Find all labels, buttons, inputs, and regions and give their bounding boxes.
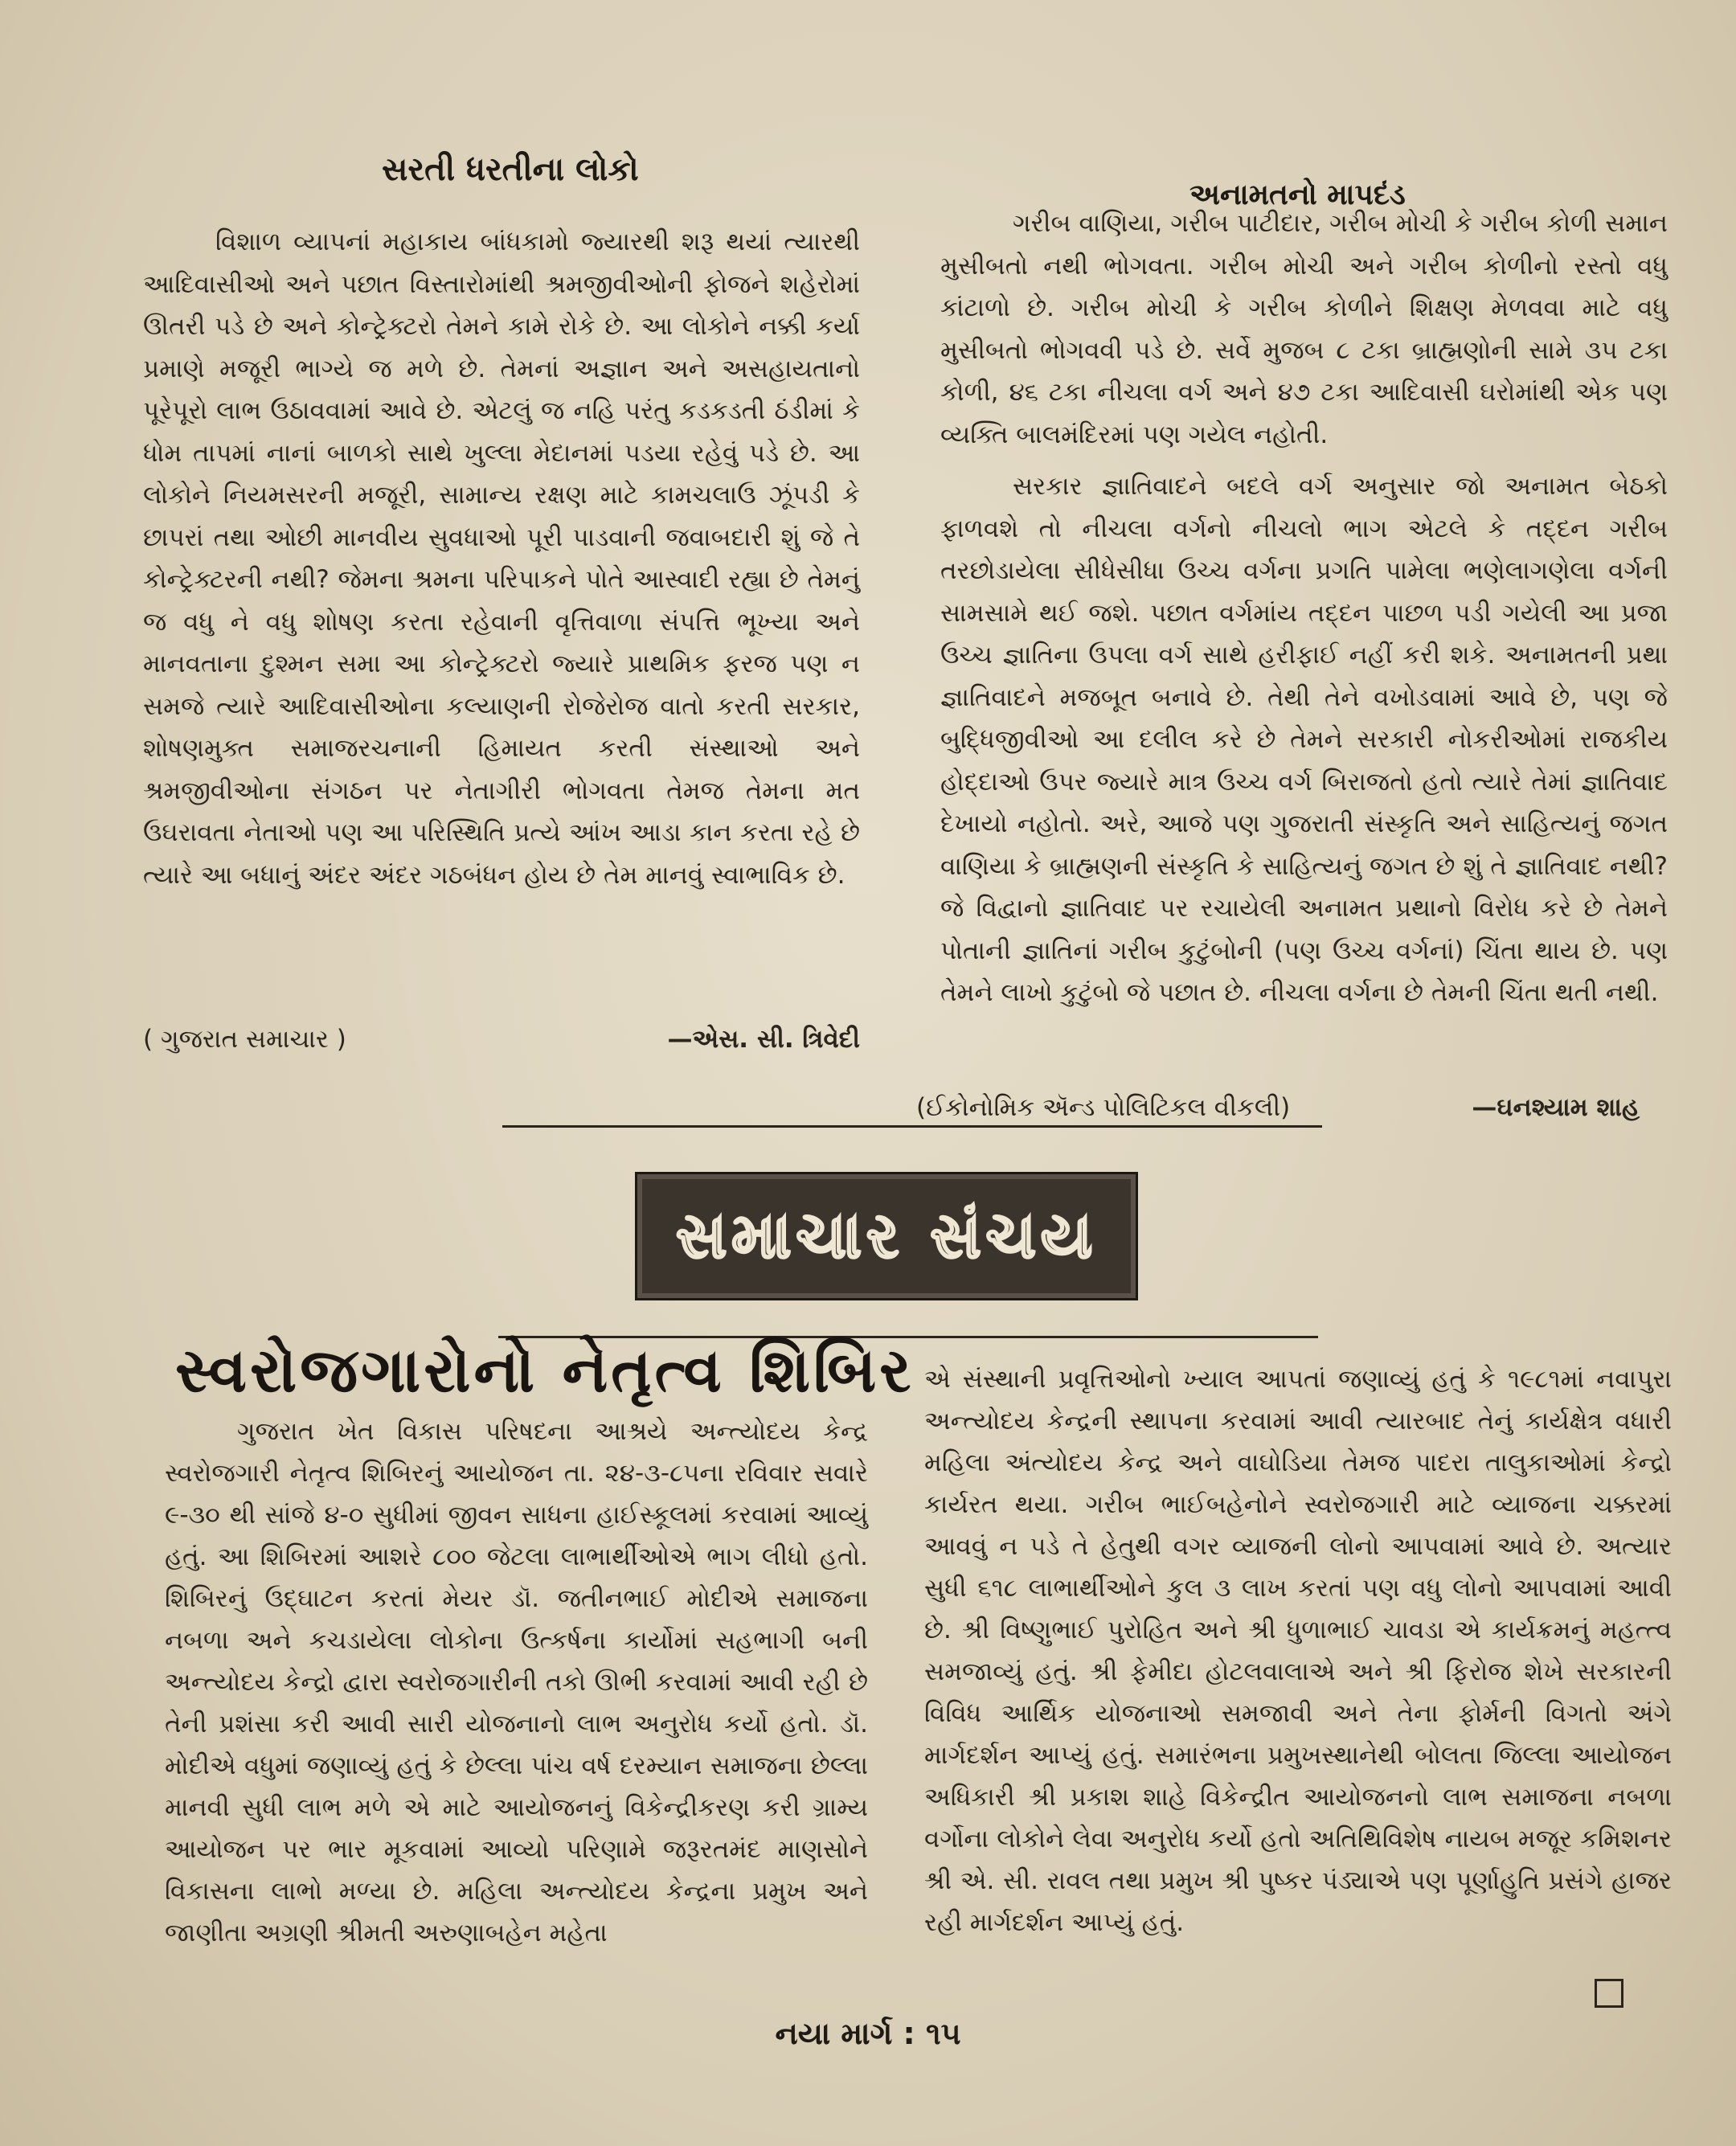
article2-paragraph-1: ગરીબ વાણિયા, ગરીબ પાટીદાર, ગરીબ મોચી કે ગરીબ કોળી સમાન મુસીબતો નથી ભોગવતા. ગરીબ મોચી અને ગરીબ કોળીનો રસ્તો વધુ કાંટાળો છે. ગરીબ મોચી કે ગરીબ કોળીને શિક્ષણ મેળવવા માટે વધુ મુસીબતો ભોગવવી પડે છે. સર્વે મુજબ ૮ ટકા બ્રાહ્મણોની સામે ૩૫ ટકા કોળી, ૪૬ ટકા નીચલા વર્ગ અને ૪૭ ટકા આદિવાસી ઘરોમાંથી એક પણ વ્યક્તિ બાલમંદિરમાં પણ ગયેલ નહોતી. — [940, 209, 1668, 449]
article2-paragraph-2: સરકાર જ્ઞાતિવાદને બદલે વર્ગ અનુસાર જો અનામત બેઠકો ફાળવશે તો નીચલા વર્ગનો નીચલો ભાગ એટલે કે તદ્દન ગરીબ તરછોડાયેલા સીધેસીધા ઉચ્ચ વર્ગના પ્રગતિ પામેલા ભણેલાગણેલા વર્ગની સામસામે થઈ જશે. પછાત વર્ગમાંય તદ્દન પાછળ પડી ગયેલી આ પ્રજા ઉચ્ચ જ્ઞાતિના ઉપલા વર્ગ સાથે હરીફાઈ નહીં કરી શકે. અનામતની પ્રથા જ્ઞાતિવાદને મજબૂત બનાવે છે. તેથી તેને વખોડવામાં આવે છે, પણ જે બુદ્ધિજીવીઓ આ દલીલ કરે છે તેમને સરકારી નોકરીઓમાં રાજકીય હોદ્દાઓ ઉપર જ્યારે માત્ર ઉચ્ચ વર્ગ બિરાજતો હતો ત્યારે તેમાં જ્ઞાતિવાદ દેખાયો નહોતો. અરે, આજે પણ ગુજરાતી સંસ્કૃતિ અને સાહિત્યનું જગત વાણિયા કે બ્રાહ્મણની સંસ્કૃતિ કે સાહિત્યનું જગત છે શું તે જ્ઞાતિવાદ નથી? જે વિદ્વાનો જ્ઞાતિવાદ પર રચાયેલી અનામત પ્રથાનો વિરોધ કરે છે તેમને પોતાની જ્ઞાતિનાં ગરીબ કુટુંબોની (પણ ઉચ્ચ વર્ગનાં) ચિંતા થાય છે. પણ તેમને લાખો કુટુંબો જે પછાત છે. નીચલા વર્ગના છે તેમની ચિંતા થતી નથી. — [940, 472, 1668, 1007]
article2-body-column — [940, 203, 1668, 1014]
article3-title: સ્વરોજગારોનો નેતૃત્વ શિબિર — [175, 1334, 915, 1406]
article1-signature — [143, 1025, 860, 1055]
article3-right-column — [924, 1358, 1672, 1943]
article3-right-paragraph: એ સંસ્થાની પ્રવૃત્તિઓનો ખ્યાલ આપતાં જણાવ્યું હતું કે ૧૯૮૧માં નવાપુરા અન્ત્યોદય કેન્દ્રની સ્થાપના કરવામાં આવી ત્યારબાદ તેનું કાર્યક્ષેત્ર વધારી મહિલા અંત્યોદય કેન્દ્ર અને વાઘોડિયા તેમજ પાદરા તાલુકાઓમાં કેન્દ્રો કાર્યરત થયા. ગરીબ ભાઈબહેનોને સ્વરોજગારી માટે વ્યાજના ચક્કરમાં આવવું ન પડે તે હેતુથી વગર વ્યાજની લોનો આપવામાં આવે છે. અત્યાર સુધી ૬૧૮ લાભાર્થીઓને કુલ ૩ લાખ કરતાં પણ વધુ લોનો આપવામાં આવી છે. શ્રી વિષ્ણુભાઈ પુરોહિત અને શ્રી ધુળાભાઈ ચાવડા એ કાર્યક્રમનું મહત્ત્વ સમજાવ્યું હતું. શ્રી ફેમીદા હોટલવાલાએ અને શ્રી ફિરોજ શેખે સરકારની વિવિધ આર્થિક યોજનાઓ સમજાવી અને તેના ફોર્મની વિગતો અંગે માર્ગદર્શન આપ્યું હતું. સમારંભના પ્રમુખસ્થાનેથી બોલતા જિલ્લા આયોજન અધિકારી શ્રી પ્રકાશ શાહે વિકેન્દ્રીત આયોજનનો લાભ સમાજના નબળા વર્ગોના લોકોને લેવા અનુરોધ કર્યો હતો અતિથિવિશેષ નાયબ મજૂર કમિશનર શ્રી એ. સી. રાવલ તથા પ્રમુખ શ્રી પુષ્કર પંડ્યાએ પણ પૂર્ણાહુતિ પ્રસંગે હાજર રહી માર્ગદર્શન આપ્યું હતું. — [924, 1365, 1672, 1937]
section-banner — [635, 1172, 1138, 1300]
article1-source: ( ગુજરાત સમાચાર ) — [143, 1025, 346, 1054]
article-end-mark — [1595, 1979, 1623, 2008]
section-banner-text: સમાચાર સંચય — [676, 1199, 1097, 1272]
page-footer: નયા માર્ગ : ૧૫ — [775, 2016, 961, 2051]
article2-title: અનામતનો માપદંડ — [1189, 178, 1406, 211]
article3-left-paragraph: ગુજરાત ખેત વિકાસ પરિષદના આશ્રયે અન્ત્યોદય કેન્દ્ર સ્વરોજગારી નેતૃત્વ શિબિરનું આયોજન તા. ૨૪-૩-૮૫ના રવિવાર સવારે ૯-૩૦ થી સાંજે ૪-૦ સુધીમાં જીવન સાધના હાઈસ્કૂલમાં કરવામાં આવ્યું હતું. આ શિબિરમાં આશરે ૮૦૦ જેટલા લાભાર્થીઓએ ભાગ લીધો હતો. શિબિરનું ઉદ્ઘાટન કરતાં મેયર ડૉ. જતીનભાઈ મોદીએ સમાજના નબળા અને કચડાયેલા લોકોના ઉત્કર્ષના કાર્યોમાં સહભાગી બની અન્ત્યોદય કેન્દ્રો દ્વારા સ્વરોજગારીની તકો ઊભી કરવામાં આવી રહી છે તેની પ્રશંસા કરી આવી સારી યોજનાનો લાભ અનુરોધ કર્યો હતો. ડૉ. મોદીએ વધુમાં જણાવ્યું હતું કે છેલ્લા પાંચ વર્ષ દરમ્યાન સમાજના છેલ્લા માનવી સુધી લાભ મળે એ માટે આયોજનનું વિકેન્દ્રીકરણ કરી ગ્રામ્ય આયોજન પર ભાર મૂકવામાં આવ્યો પરિણામે જરૂરતમંદ માણસોને વિકાસના લાભો મળ્યા છે. મહિલા અન્ત્યોદય કેન્દ્રના પ્રમુખ અને જાણીતા અગ્રણી શ્રીમતી અરુણાબહેન મહેતા — [165, 1417, 868, 1947]
article1-body-column — [143, 221, 860, 896]
article2-source: (ઈકોનોમિક ઍન્ડ પોલિટિકલ વીકલી) — [916, 1093, 1291, 1122]
top-divider-rule — [502, 1125, 1322, 1128]
article2-signature — [916, 1093, 1640, 1123]
article1-paragraph: વિશાળ વ્યાપનાં મહાકાય બાંધકામો જ્યારથી શરૂ થયાં ત્યારથી આદિવાસીઓ અને પછાત વિસ્તારોમાંથી શ્રમજીવીઓની ફોજને શહેરોમાં ઊતરી પડે છે અને કોન્ટ્રેક્ટરો તેમને કામે રોકે છે. આ લોકોને નક્કી કર્યા પ્રમાણે મજૂરી ભાગ્યે જ મળે છે. તેમનાં અજ્ઞાન અને અસહાયતાનો પૂરેપૂરો લાભ ઉઠાવવામાં આવે છે. એટલું જ નહિ પરંતુ કડકડતી ઠંડીમાં કે ધોમ તાપમાં નાનાં બાળકો સાથે ખુલ્લા મેદાનમાં પડયા રહેવું પડે છે. આ લોકોને નિયમસરની મજૂરી, સામાન્ય રક્ષણ માટે કામચલાઉ ઝૂંપડી કે છાપરાં તથા ઓછી માનવીય સુવધાઓ પૂરી પાડવાની જવાબદારી શું જે તે કોન્ટ્રેક્ટરની નથી? જેમના શ્રમના પરિપાકને પોતે આસ્વાદી રહ્યા છે તેમનું જ વધુ ને વધુ શોષણ કરતા રહેવાની વૃત્તિવાળા સંપત્તિ ભૂખ્યા અને માનવતાના દુશ્મન સમા આ કોન્ટ્રેક્ટરો જ્યારે પ્રાથમિક ફરજ પણ ન સમજે ત્યારે આદિવાસીઓના કલ્યાણની રોજેરોજ વાતો કરતી સરકાર, શોષણમુક્ત સમાજરચનાની હિમાયત કરતી સંસ્થાઓ અને શ્રમજીવીઓના સંગઠન પર નેતાગીરી ભોગવતા તેમજ તેમના મત ઉઘરાવતા નેતાઓ પણ આ પરિસ્થિતિ પ્રત્યે આંખ આડા કાન કરતા રહે છે ત્યારે આ બધાનું અંદર અંદર ગઠબંધન હોય છે તેમ માનવું સ્વાભાવિક છે. — [143, 227, 860, 890]
article1-title: સરતી ધરતીના લોકો — [382, 151, 639, 188]
article1-author: —એસ. સી. ત્રિવેદી — [667, 1025, 860, 1054]
article3-left-column — [165, 1411, 868, 1954]
article2-author: —ઘનશ્યામ શાહ — [1472, 1093, 1640, 1122]
